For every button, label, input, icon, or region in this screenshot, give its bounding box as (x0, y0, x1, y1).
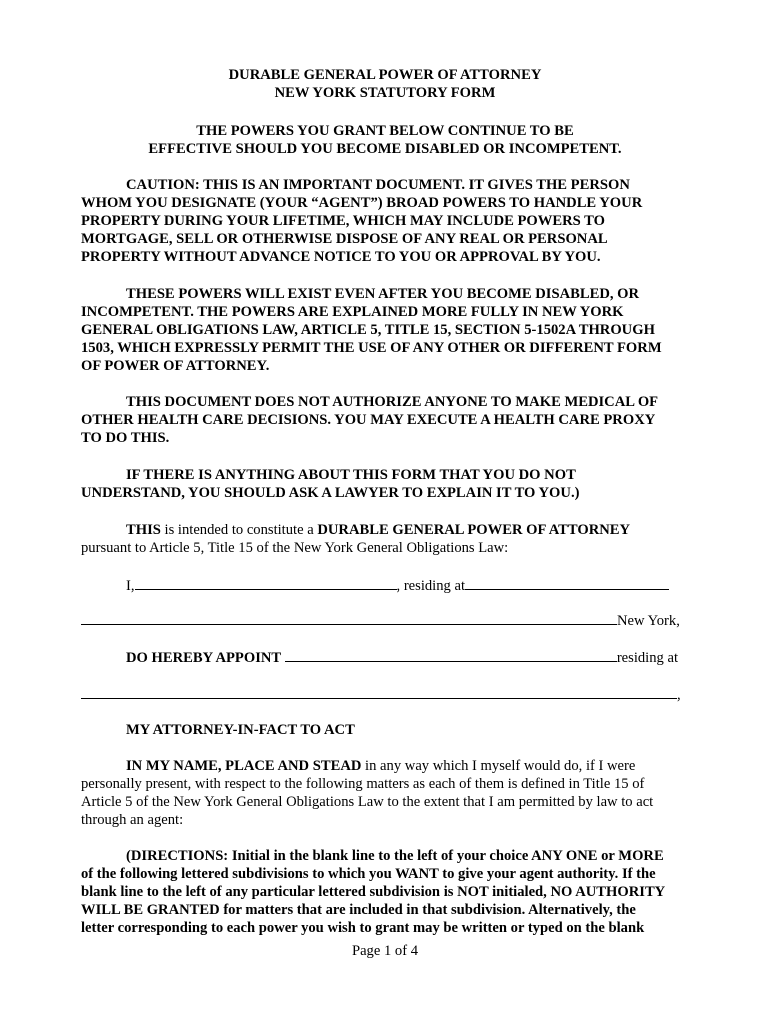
notice-line-1: THE POWERS YOU GRANT BELOW CONTINUE TO BE (196, 123, 574, 139)
principal-name-field[interactable] (135, 576, 397, 590)
name-place-stead-bold: IN MY NAME, PLACE AND STEAD (126, 758, 362, 774)
medical-line: TO DO THIS. (81, 430, 170, 446)
directions-paragraph (81, 847, 687, 937)
intent-paragraph (81, 521, 687, 557)
lawyer-paragraph (81, 466, 687, 502)
agent-address-field[interactable] (81, 685, 677, 699)
name-para-line-4: through an agent: (81, 812, 184, 828)
appoint-label: DO HEREBY APPOINT (126, 650, 282, 666)
principal-address-line-field[interactable] (81, 611, 617, 625)
page-footer: Page 1 of 4 (351, 943, 419, 959)
principal-address-row (81, 611, 680, 630)
caution-line: PROPERTY DURING YOUR LIFETIME, WHICH MAY INCLUDE POWERS TO (81, 213, 605, 229)
title-line-2: NEW YORK STATUTORY FORM (274, 85, 496, 101)
powers-line: GENERAL OBLIGATIONS LAW, ARTICLE 5, TITLE 15, SECTION 5-1502A THROUGH (81, 322, 655, 338)
powers-line: 1503, WHICH EXPRESSLY PERMIT THE USE OF ANY OTHER OR DIFFERENT FORM (81, 340, 662, 356)
intent-this: THIS (126, 522, 161, 538)
name-para-line-2: personally present, with respect to the following matters as each of them is defined in Title 15 of (81, 776, 645, 792)
lawyer-line: UNDERSTAND, YOU SHOULD ASK A LAWYER TO EXPLAIN IT TO YOU.) (81, 485, 580, 501)
intent-line-2: pursuant to Article 5, Title 15 of the New York General Obligations Law: (81, 540, 509, 556)
medical-paragraph (81, 393, 687, 447)
intent-dgpoa: DURABLE GENERAL POWER OF ATTORNEY (317, 522, 631, 538)
powers-line: OF POWER OF ATTORNEY. (81, 358, 270, 374)
directions-line: blank line to the left of any particular lettered subdivision is NOT initialed, NO AUTHORITY (81, 884, 666, 900)
name-place-stead-paragraph (81, 757, 687, 829)
principal-address-field[interactable] (465, 576, 669, 590)
document-title (0, 66, 770, 102)
directions-line: (DIRECTIONS: Initial in the blank line to the left of your choice ANY ONE or MORE (126, 848, 664, 864)
name-para-line-3: Article 5 of the New York General Obligations Law to the extent that I am permitted by law to act (81, 794, 654, 810)
notice-line-2: EFFECTIVE SHOULD YOU BECOME DISABLED OR INCOMPETENT. (148, 141, 622, 157)
agent-address-row (81, 685, 681, 704)
attorney-heading: MY ATTORNEY-IN-FACT TO ACT (126, 722, 355, 738)
directions-line: WILL BE GRANTED for matters that are included in that subdivision. Alternatively, the (81, 902, 636, 918)
new-york-label: New York, (617, 613, 680, 629)
powers-line: THESE POWERS WILL EXIST EVEN AFTER YOU BECOME DISABLED, OR (126, 286, 640, 302)
end-comma: , (677, 687, 681, 703)
caution-line: PROPERTY WITHOUT ADVANCE NOTICE TO YOU OR APPROVAL BY YOU. (81, 249, 601, 265)
appoint-row (126, 648, 678, 667)
lawyer-line: IF THERE IS ANYTHING ABOUT THIS FORM THAT YOU DO NOT (126, 467, 576, 483)
i-label: I, (126, 578, 135, 594)
medical-line: OTHER HEALTH CARE DECISIONS. YOU MAY EXECUTE A HEALTH CARE PROXY (81, 412, 656, 428)
medical-line: THIS DOCUMENT DOES NOT AUTHORIZE ANYONE TO MAKE MEDICAL OF (126, 394, 659, 410)
name-place-stead-text: in any way which I myself would do, if I were (361, 758, 636, 774)
caution-line: MORTGAGE, SELL OR OTHERWISE DISPOSE OF ANY REAL OR PERSONAL (81, 231, 608, 247)
intent-text: is intended to constitute a (160, 522, 318, 538)
title-line-1: DURABLE GENERAL POWER OF ATTORNEY (228, 67, 542, 83)
effective-notice (0, 122, 770, 158)
caution-line: CAUTION: THIS IS AN IMPORTANT DOCUMENT. IT GIVES THE PERSON (126, 177, 630, 193)
agent-name-field[interactable] (285, 648, 617, 662)
caution-line: WHOM YOU DESIGNATE (YOUR “AGENT”) BROAD POWERS TO HANDLE YOUR (81, 195, 643, 211)
caution-paragraph (81, 176, 687, 266)
powers-paragraph (81, 285, 687, 375)
powers-line: INCOMPETENT. THE POWERS ARE EXPLAINED MORE FULLY IN NEW YORK (81, 304, 624, 320)
residing-at-label: residing at (616, 650, 679, 666)
directions-line: letter corresponding to each power you wish to grant may be written or typed on the blank (81, 920, 645, 936)
principal-name-row (126, 576, 669, 595)
residing-label: , residing at (396, 578, 466, 594)
directions-line: of the following lettered subdivisions to which you WANT to give your agent authority. If the (81, 866, 656, 882)
